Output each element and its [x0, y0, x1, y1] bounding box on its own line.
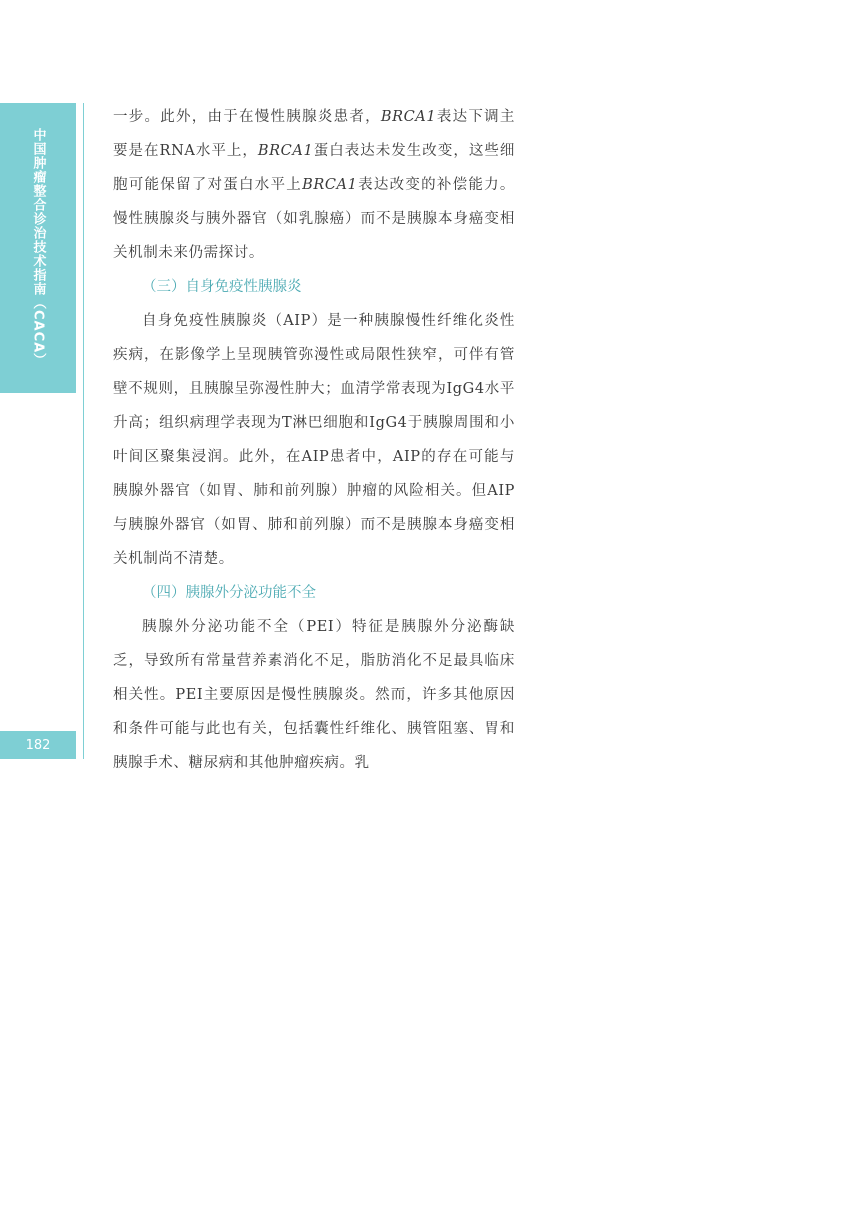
paragraph-continuation — [113, 100, 515, 270]
gene-name: BRCA1 — [380, 109, 437, 125]
gene-name: BRCA1 — [257, 143, 314, 159]
text-segment: 蛋白表达未发生改变，这些细胞可能保留了对蛋白水平上 — [113, 143, 515, 193]
text-segment: 一步。此外，由于在慢性胰腺炎患者， — [113, 109, 381, 125]
paragraph-aip: 自身免疫性胰腺炎（AIP）是一种胰腺慢性纤维化炎性疾病，在影像学上呈现胰管弥漫性或局限性狭窄，可伴有管壁不规则，且胰腺呈弥漫性肿大；血清学常表现为IgG4水平升高；组织病理学表现为T淋巴细胞和IgG4于胰腺周围和小叶间区聚集浸润。此外，在AIP患者中，AIP的存在可能与胰腺外器官（如胃、肺和前列腺）肿瘤的风险相关。但AIP与胰腺外器官（如胃、肺和前列腺）而不是胰腺本身癌变相关机制尚不清楚。 — [113, 313, 515, 567]
section-heading-aip: （三）自身免疫性胰腺炎 — [142, 279, 302, 295]
gene-name: BRCA1 — [302, 177, 358, 193]
sidebar-title-tab — [0, 103, 76, 393]
sidebar-title: 中国肿瘤整合诊治技术指南（CACA） — [30, 128, 46, 368]
sidebar-divider — [83, 103, 84, 759]
paragraph-pei: 胰腺外分泌功能不全（PEI）特征是胰腺外分泌酶缺乏，导致所有常量营养素消化不足，脂肪消化不足最具临床相关性。PEI主要原因是慢性胰腺炎。然而，许多其他原因和条件可能与此也有关，包括囊性纤维化、胰管阻塞、胃和胰腺手术、糖尿病和其他肿瘤疾病。乳 — [113, 619, 515, 771]
page-number-tab — [0, 731, 76, 759]
text-segment: 表达改变的补偿能力。慢性胰腺炎与胰外器官（如乳腺癌）而不是胰腺本身癌变相关机制未来仍需探讨。 — [113, 177, 516, 261]
text-segment: 表达下调主要是在RNA水平上， — [113, 109, 515, 159]
page-number: 182 — [25, 737, 51, 753]
section-heading-pei: （四）胰腺外分泌功能不全 — [142, 585, 316, 601]
body-text — [113, 100, 515, 780]
